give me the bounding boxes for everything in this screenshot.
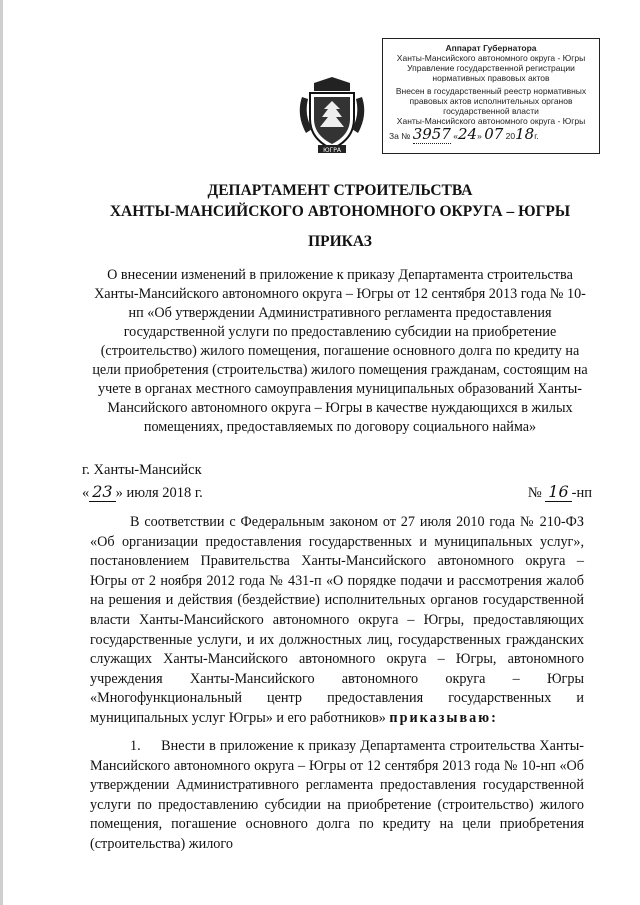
stamp-year-suffix: г.	[534, 131, 539, 141]
stamp-registered: Внесен в государственный реестр нормативных	[395, 86, 587, 96]
stamp-region: Ханты-Мансийского автономного округа - Югры	[396, 53, 586, 63]
number-suffix: -нп	[571, 485, 592, 501]
stamp-dept2: нормативных правовых актов	[432, 73, 550, 83]
coat-label: ЮГРА	[323, 147, 341, 154]
item-1-paragraph	[90, 737, 584, 855]
dept-line-1: ДЕПАРТАМЕНТ СТРОИТЕЛЬСТВА	[207, 182, 473, 199]
order-subject: О внесении изменений в приложение к приказу Департамента строительства Ханты-Мансийского автономного округа – Югры от 12 сентября 2013 года № 10-нп «Об утверждении Административного регламента предоставления государственной услуги по предоставлению субсидии на приобретение (строительство) жилого помещения, погашение основного долга по кредиту на цели приобретения (строительства) жилого помещения гражданам, состоящим на учете в органах местного самоуправления муниципальных образований Ханты-Мансийского автономного округа – Югры в качестве нуждающихся в жилых помещениях, предоставляемых по договору социального найма»	[92, 267, 588, 435]
number-prefix: №	[527, 485, 542, 501]
stamp-day: 24	[458, 125, 478, 143]
stamp-registered2: правовых актов исполнительных органов	[409, 96, 573, 106]
stamp-num-prefix: За №	[389, 131, 411, 141]
item-1-text: 1. Внести в приложение к приказу Департамента строительства Ханты-Мансийского автономного округа – Югры от 12 сентября 2013 года № 10-нп «Об утверждении Административного регламента предоставления государственной услуги по предоставлению субсидии на приобретение (строительство) жилого помещения, погашение основного долга по кредиту на цели приобретения (строительства) жилого	[90, 738, 584, 852]
command-word: приказываю:	[389, 709, 498, 726]
department-header	[60, 180, 620, 222]
preamble-text: В соответствии с Федеральным законом от 27 июля 2010 года № 210-ФЗ «Об организации предоставления государственных и муниципальных услуг», постановлением Правительства Ханты-Мансийского автономного округа – Югры от 2 ноября 2012 года № 431-п «О порядке подачи и рассмотрения жалоб на решения и действия (бездействие) исполнительных органов государственной власти Ханты-Мансийского автономного округа – Югры, предоставляющих государственные услуги, и их должностных лиц, государственных гражданских служащих Ханты-Мансийского автономного округа – Югры, автономного учреждения Ханты-Мансийского автономного округа – Югры «Многофункциональный центр предоставления государственных и муниципальных услуг Югры» и его работников»	[90, 514, 584, 726]
date-rest: » июля 2018 г.	[115, 485, 203, 501]
stamp-registered3: государственной власти	[443, 106, 539, 116]
dept-line-2: ХАНТЫ-МАНСИЙСКОГО АВТОНОМНОГО ОКРУГА – ЮГРЫ	[109, 203, 571, 220]
stamp-year-prefix: 20	[505, 131, 516, 141]
stamp-registered4: Ханты-Мансийского автономного округа - Югры	[396, 116, 586, 126]
scan-edge	[0, 0, 3, 905]
order-date	[82, 482, 203, 502]
stamp-org: Аппарат Губернатора	[445, 43, 537, 53]
stamp-number-line: За № 3957 «24» 07 2018г.	[389, 125, 539, 143]
number-value: 16	[545, 482, 571, 502]
place: г. Ханты-Мансийск	[82, 462, 202, 478]
stamp-month: 07	[484, 125, 504, 143]
date-day: 23	[89, 482, 115, 502]
doc-type-title: ПРИКАЗ	[308, 233, 372, 250]
stamp-year-value: 18	[515, 125, 535, 143]
stamp-num-value: 3957	[412, 125, 451, 143]
registration-stamp	[382, 38, 600, 154]
date-open: «	[82, 485, 90, 501]
stamp-dept: Управление государственной регистрации	[407, 63, 575, 73]
order-number	[528, 482, 592, 502]
coat-of-arms-icon	[292, 75, 372, 155]
preamble-paragraph	[90, 513, 584, 729]
